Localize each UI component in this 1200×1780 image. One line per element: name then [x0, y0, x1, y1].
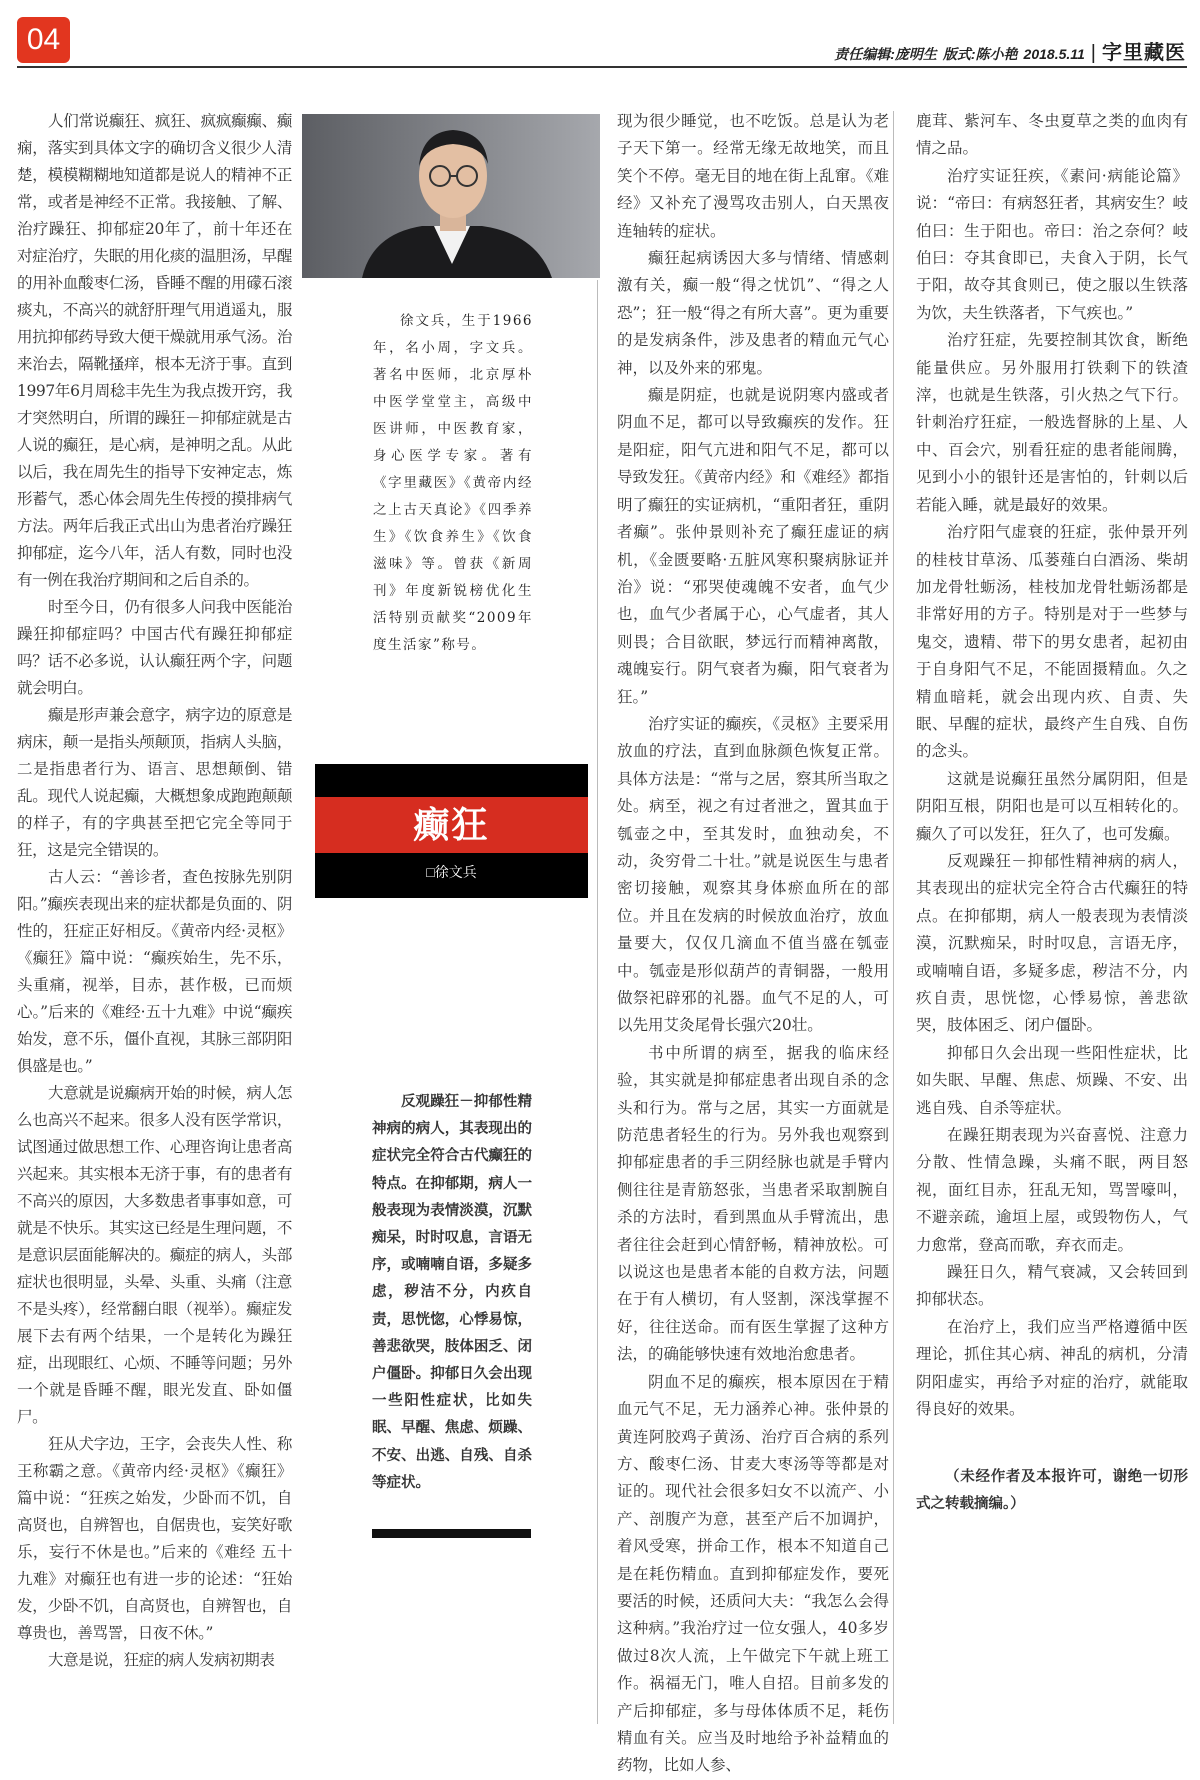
column-name: 字里藏医 — [1102, 42, 1186, 64]
paragraph: 癫是阴症，也就是说阴寒内盛或者阴血不足，都可以导致癫疾的发作。狂是阳症，阳气亢进和阳气不足，都可以导致发狂。《黄帝内经》和《难经》都指明了癫狂的实证病机，“重阳者狂，重阴者癫”。张仲景则补充了癫狂虚证的病机，《金匮要略·五脏风寒积聚病脉证并治》说：“邪哭使魂魄不安者，血气少也，血气少者属于心，心气虚者，其人则畏；合目欲眠，梦远行而精神离散，魂魄妄行。阴气衰者为癫，阳气衰者为狂。” — [617, 386, 889, 706]
author-bio-text: 徐文兵，生于1966年，名小周，字文兵。著名中医师，北京厚朴中医学堂堂主，高级中医讲师，中医教育家，身心医学专家。著有《字里藏医》《黄帝内经之上古天真论》《四季养生》《饮食养生》《饮食滋味》等。曾获《新周刊》年度新锐榜优化生活特别贡献奖“2009年度生活家”称号。 — [373, 313, 533, 653]
paragraph: 大意是说，狂症的病人发病初期表 — [48, 1651, 275, 1669]
paragraph: 这就是说癫狂虽然分属阴阳，但是阴阳互根，阴阳也是可以互相转化的。癫久了可以发狂，狂久了，也可发癫。 — [916, 769, 1188, 843]
paragraph: 治疗狂症，先要控制其饮食，断绝能量供应。另外服用打铁剩下的铁渣滓，也就是生铁落，引火热之气下行。针刺治疗狂症，一般选督脉的上星、人中、百会穴，别看狂症的患者能闹腾，见到小小的银针还是害怕的，针刺以后若能入睡，就是最好的效果。 — [916, 331, 1188, 514]
paragraph: 躁狂日久，精气衰减，又会转回到抑郁状态。 — [916, 1263, 1188, 1309]
header-separator: | — [1090, 42, 1096, 64]
issue-date: 2018.5.11 — [1023, 46, 1085, 62]
paragraph: 时至今日，仍有很多人问我中医能治躁狂抑郁症吗？中国古代有躁狂抑郁症吗？话不必多说，认认癫狂两个字，问题就会明白。 — [17, 598, 292, 697]
article-column-3 — [617, 108, 889, 1775]
paragraph: 书中所谓的病至，据我的临床经验，其实就是抑郁症患者出现自杀的念头和行为。常与之居，其实一方面就是防范患者轻生的行为。另外我也观察到抑郁症患者的手三阴经脉也就是手臂内侧往往是青筋怒张，当患者采取割腕自杀的方法时，看到黑血从手臂流出，患者往往会赶到心情舒畅，精神放松。可以说这也是患者本能的自救方法，问题在于有人横切，有人竖割，深浅掌握不好，往往送命。而有医生掌握了这种方法，的确能够快速有效地治愈患者。 — [617, 1043, 889, 1364]
article-column-4 — [916, 108, 1188, 1724]
paragraph: 抑郁日久会出现一些阳性症状，比如失眠、早醒、焦虑、烦躁、不安、出逃自残、自杀等症状。 — [916, 1043, 1188, 1117]
article-byline: □徐文兵 — [426, 864, 477, 880]
page-number-badge: 04 — [17, 17, 70, 63]
layout-credit: 版式:陈小艳 — [942, 46, 1018, 62]
paragraph: 癫狂起病诱因大多与情绪、情感刺激有关，癫一般“得之忧饥”、“得之人恐”；狂一般“得之有所大喜”。更为重要的是发病条件，涉及患者的精血元气心神，以及外来的邪鬼。 — [617, 249, 889, 377]
paragraph: 治疗实证的癫疾，《灵枢》主要采用放血的疗法，直到血脉颜色恢复正常。具体方法是：“常与之居，察其所当取之处。病至，视之有过者泄之，置其血于瓠壶之中，至其发时，血独动矣，不动，灸穷骨二十壮。”就是说医生与患者密切接触，观察其身体瘀血所在的部位。并且在发病的时候放血治疗，放血量要大，仅仅几滴血不值当盛在瓠壶中。瓠壶是形似葫芦的青铜器，一般用做祭祀辟邪的礼器。血气不足的人，可以先用艾灸尾骨长强穴20壮。 — [617, 714, 889, 1035]
author-bio — [373, 308, 533, 659]
editor-credit: 责任编辑:庞明生 — [834, 46, 937, 62]
title-band — [315, 797, 588, 853]
paragraph: 阴血不足的癫疾，根本原因在于精血元气不足，无力涵养心神。张仲景的黄连阿胶鸡子黄汤、治疗百合病的系列方、酸枣仁汤、甘麦大枣汤等等都是对证的。现代社会很多妇女不以流产、小产、剖腹产为意，甚至产后不加调护，着风受寒，拼命工作，根本不知道自己是在耗伤精血。直到抑郁症发作，要死要活的时候，还质问大夫：“我怎么会得这种病。”我治疗过一位女强人，40多岁做过8次人流，上午做完下午就上班工作。祸福无门，唯人自招。目前多发的产后抑郁症，多与母体体质不足，耗伤精血有关。应当及时地给予补益精血的药物，比如人参、 — [617, 1372, 889, 1775]
article-column-1 — [17, 108, 292, 1674]
column-divider — [597, 280, 598, 1724]
paragraph: 癫是形声兼会意字，病字边的原意是病床，颠一是指头颅颠顶，指病人头脑，二是指患者行为、语言、思想颠倒、错乱。现代人说起癫，大概想象成跑跑颠颠的样子，有的字典甚至把它完全等同于狂，这是完全错误的。 — [17, 706, 292, 859]
paragraph: 治疗实证狂疾，《素问·病能论篇》说：“帝曰：有病怒狂者，其病安生？岐伯曰：生于阳也。帝曰：治之奈何？岐伯曰：夺其食即已，夫食入于阴，长气于阳，故夺其食则已，使之服以生铁落为饮，夫生铁落者，下气疾也。” — [916, 166, 1188, 322]
paragraph: 反观躁狂－抑郁性精神病的病人，其表现出的症状完全符合古代癫狂的特点。在抑郁期，病人一般表现为表情淡漠，沉默痴呆，时时叹息，言语无序，或喃喃自语，多疑多虑，秽洁不分，内疚自责，思恍惚，心悸易惊，善悲欲哭，肢体困乏、闭户僵卧。 — [916, 851, 1188, 1035]
paragraph: 狂从犬字边，王字，会丧失人性、称王称霸之意。《黄帝内经·灵枢》《癫狂》篇中说：“狂疾之始发，少卧而不饥，自高贤也，自辨智也，自倨贵也，妄笑好歌乐，妄行不休是也。”后来的《难经 五十九难》对癫狂也有进一步的论述：“狂始发，少卧不饥，自高贤也，自辨智也，自尊贵也，善骂詈，日夜不休。” — [17, 1435, 292, 1642]
paragraph: 古人云：“善诊者，查色按脉先别阴阳。”癫疾表现出来的症状都是负面的、阴性的，狂症正好相反。《黄帝内经·灵枢》《癫狂》篇中说：“癫疾始生，先不乐，头重痛，视举，目赤，甚作极，已而烦心。”后来的《难经·五十九难》中说“癫疾始发，意不乐，僵仆直视，其脉三部阴阳俱盛是也。” — [17, 868, 292, 1075]
paragraph: 人们常说癫狂、疯狂、疯疯癫癫、癫痫，落实到具体文字的确切含义很少人清楚，模模糊糊地知道都是说人的精神不正常，或者是神经不正常。我接触、了解、治疗躁狂、抑郁症20年了，前十年还在对症治疗，失眠的用化痰的温胆汤，早醒的用补血酸枣仁汤，昏睡不醒的用礞石滚痰丸，不高兴的就舒肝理气用逍遥丸，服用抗抑郁药导致大便干燥就用承气汤。治来治去，隔靴搔痒，根本无济于事。直到1997年6月周稔丰先生为我点拨开窍，我才突然明白，所谓的躁狂－抑郁症就是古人说的癫狂，是心病，是神明之乱。从此以后，我在周先生的指导下安神定志，炼形蓄气，悉心体会周先生传授的摸排病气方法。两年后我正式出山为患者治疗躁狂抑郁症，迄今八年，活人有数，同时也没有一例在我治疗期间和之后自杀的。 — [17, 112, 292, 589]
paragraph: 现为很少睡觉，也不吃饭。总是认为老子天下第一。经常无缘无故地笑，而且笑个不停。毫无目的地在街上乱窜。《难经》又补充了漫骂攻击别人，白天黑夜连轴转的症状。 — [617, 112, 889, 240]
title-box — [315, 764, 588, 898]
page-header — [834, 36, 1186, 65]
article-title: 癫狂 — [413, 804, 490, 846]
paragraph: 在躁狂期表现为兴奋喜悦、注意力分散、性情急躁，头痛不眠，两目怒视，面红目赤，狂乱无知，骂詈嚎叫，不避亲疏，逾垣上屋，或毁物伤人，气力愈常，登高而歌，弃衣而走。 — [916, 1126, 1188, 1254]
author-photo — [302, 114, 600, 278]
paragraph: 大意就是说癫病开始的时候，病人怎么也高兴不起来。很多人没有医学常识，试图通过做思想工作、心理咨询让患者高兴起来。其实根本无济于事，有的患者有不高兴的原因，大多数患者事事如意，可就是不快乐。其实这已经是生理问题，不是意识层面能解决的。癫症的病人，头部症状也很明显，头晕、头重、头痛（注意不是头疼），经常翻白眼（视举）。癫症发展下去有两个结果，一个是转化为躁狂症，出现眼红、心烦、不睡等问题；另外一个就是昏睡不醒，眼光发直、卧如僵尸。 — [17, 1084, 292, 1426]
header-rule — [17, 66, 1187, 68]
copyright-note: （未经作者及本报许可，谢绝一切形式之转载摘编。） — [916, 1468, 1188, 1512]
paragraph: 鹿茸、紫河车、冬虫夏草之类的血肉有情之品。 — [916, 112, 1188, 158]
pull-quote-bar — [372, 1529, 531, 1538]
paragraph: 在治疗上，我们应当严格遵循中医理论，抓住其心病、神乱的病机，分清阴阳虚实，再给予对症的治疗，就能取得良好的效果。 — [916, 1317, 1188, 1419]
pull-quote — [372, 1089, 532, 1497]
pull-quote-text: 反观躁狂－抑郁性精神病的病人，其表现出的症状完全符合古代癫狂的特点。在抑郁期，病人一般表现为表情淡漠，沉默痴呆，时时叹息，言语无序，或喃喃自语，多疑多虑，秽洁不分，内疚自责，思恍惚，心悸易惊，善悲欲哭，肢体困乏、闭户僵卧。抑郁日久会出现一些阳性症状，比如失眠、早醒、焦虑、烦躁、不安、出逃、自残、自杀等症状。 — [372, 1094, 532, 1491]
column-divider — [893, 111, 894, 1724]
paragraph: 治疗阳气虚衰的狂症，张仲景开列的桂枝甘草汤、瓜蒌薤白白酒汤、柴胡加龙骨牡蛎汤，桂枝加龙骨牡蛎汤都是非常好用的方子。特别是对于一些梦与鬼交，遗精、带下的男女患者，起初由于自身阳气不足，不能固摄精血。久之精血暗耗，就会出现内疚、自责、失眠、早醒的症状，最终产生自残、自伤的念头。 — [916, 523, 1188, 761]
